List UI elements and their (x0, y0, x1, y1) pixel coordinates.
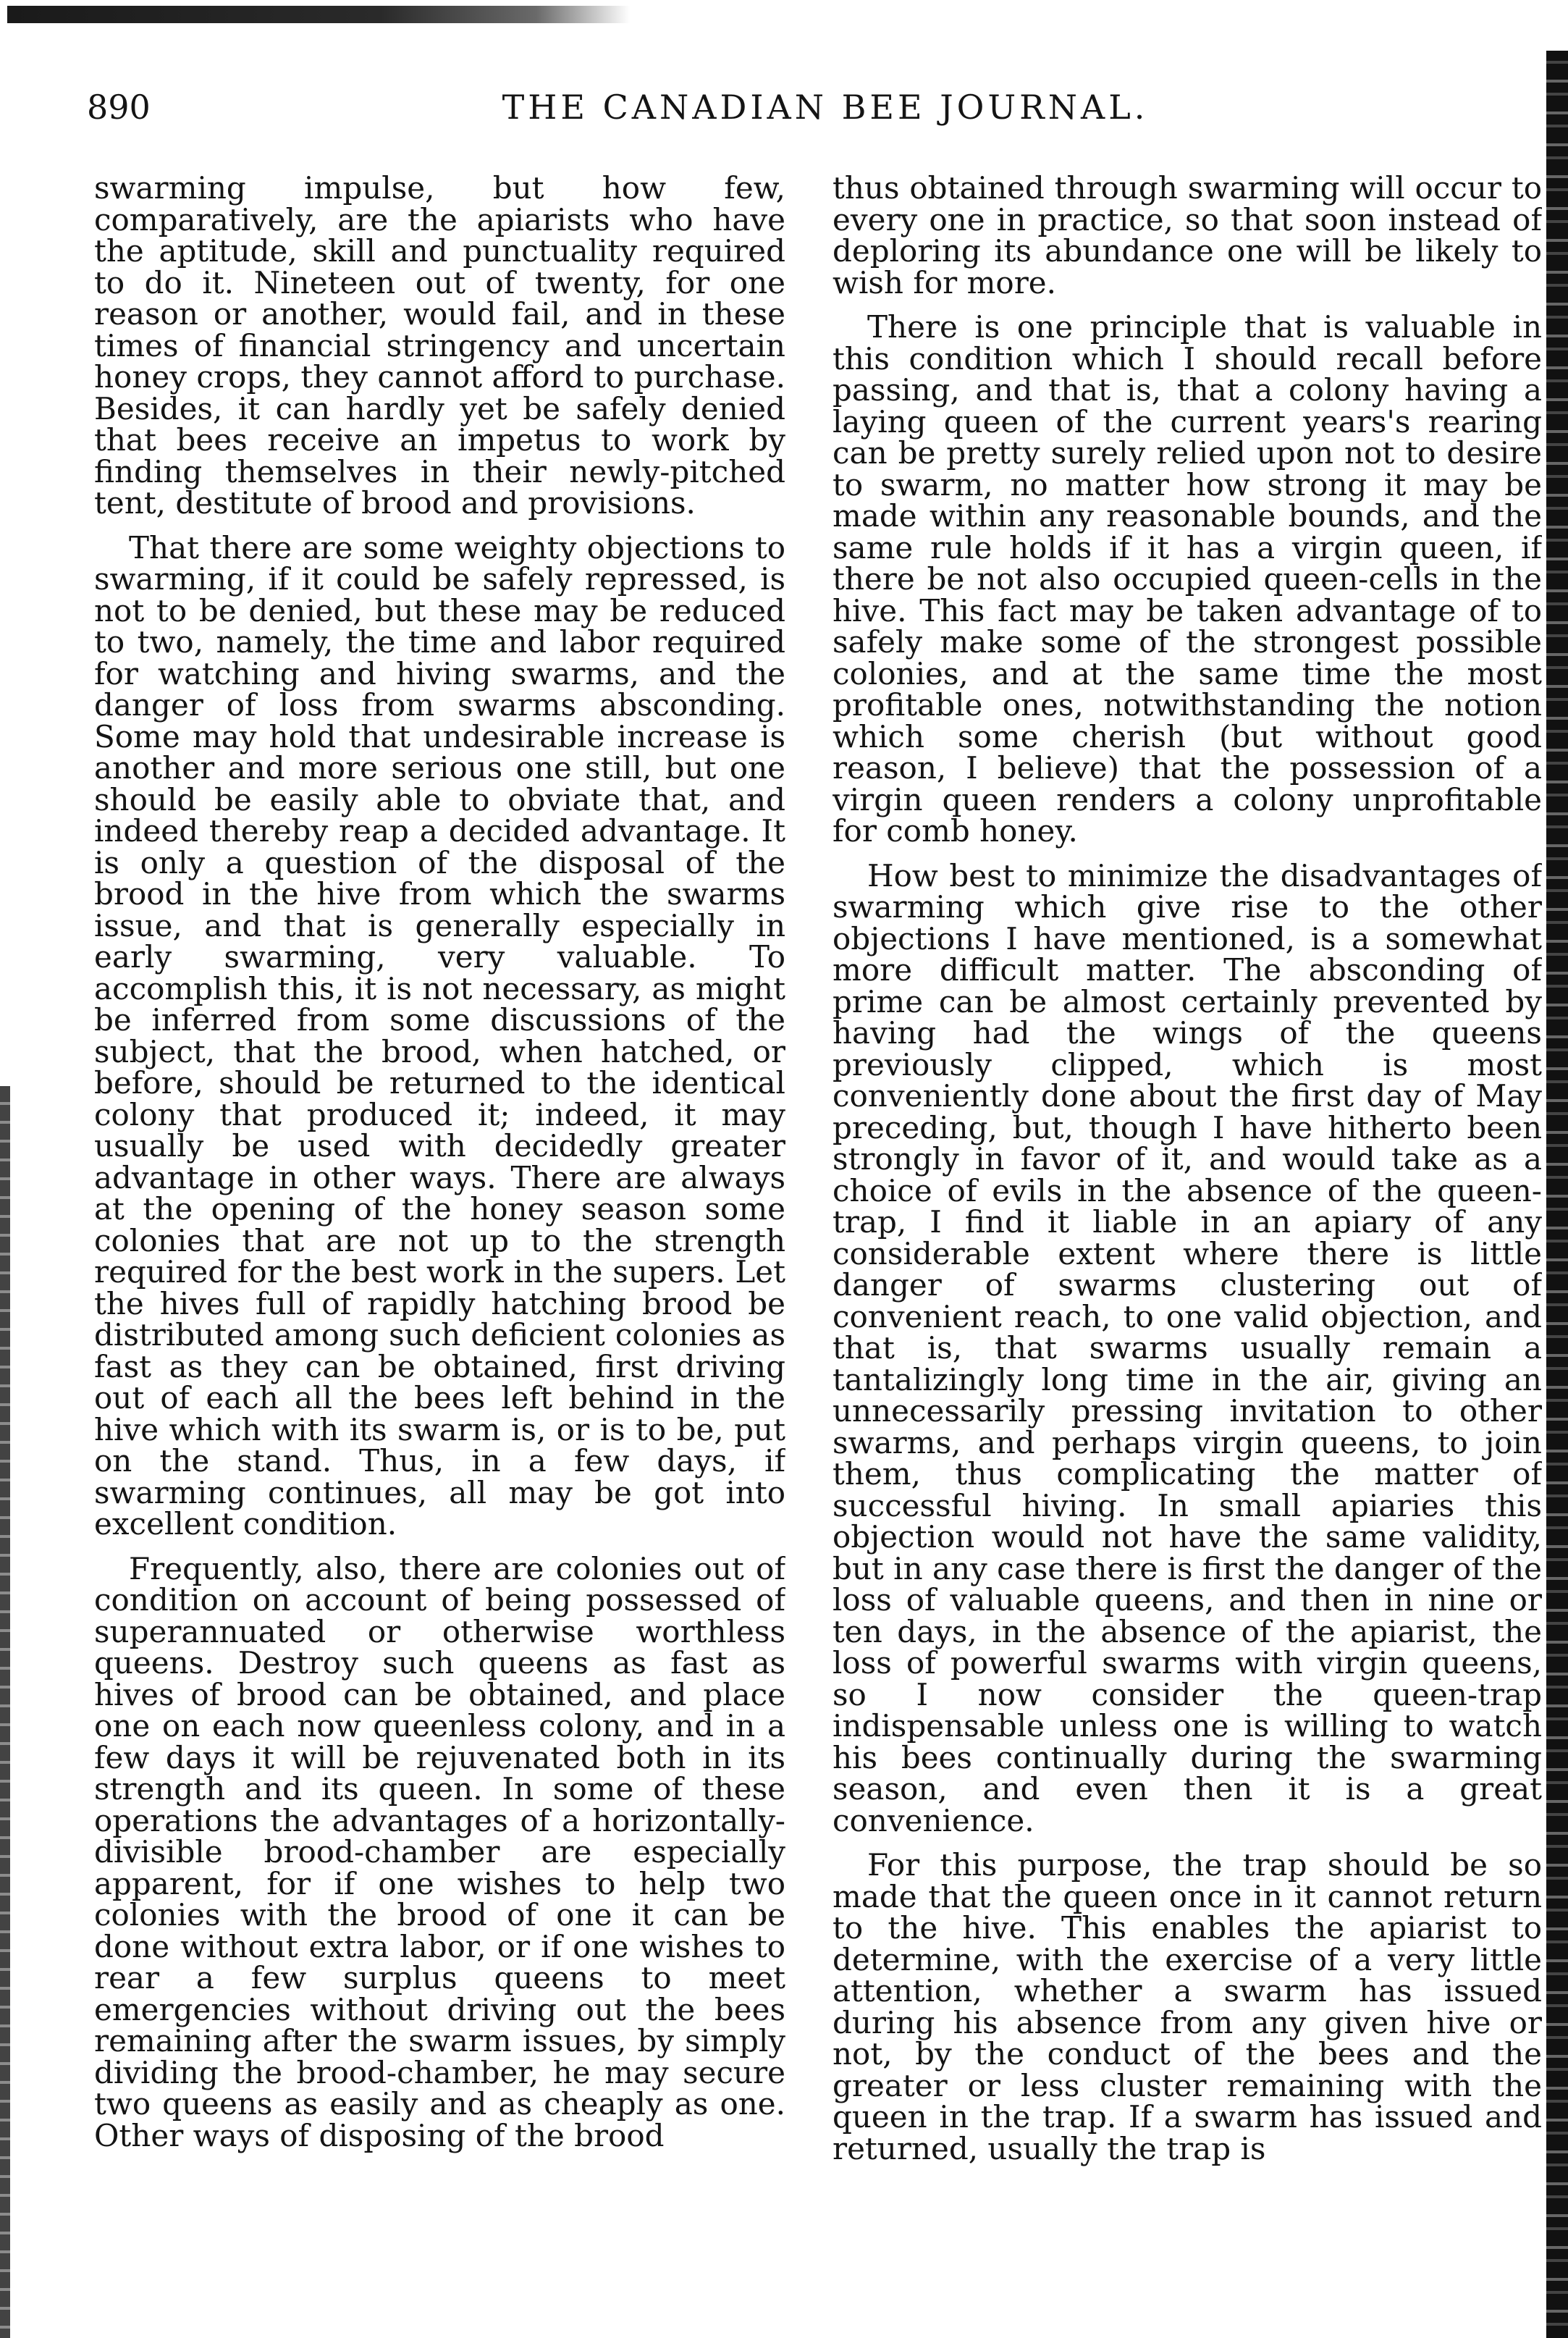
left-scan-edge (0, 1086, 10, 2338)
left-column (94, 172, 785, 2316)
paragraph: For this purpose, the trap should be so made that the queen once in it cannot return to the hive. This enables the apiarist to determine, with the exercise of a very little attention, whether a swarm has issued during his absence from any given hive or not, by the conduct of the bees and the greater or less cluster remaining with the queen in the trap. If a swarm has issued and returned, usually the trap is (833, 1847, 1542, 2166)
page-header (0, 85, 1568, 129)
page-number: 890 (87, 88, 151, 127)
right-column (833, 172, 1542, 2316)
paragraph: thus obtained through swarming will occur to every one in practice, so that soon instead of deploring its abundance one will be likely to wish for more. (833, 172, 1542, 300)
running-title: THE CANADIAN BEE JOURNAL. (502, 88, 1149, 127)
paragraph: There is one principle that is valuable in this condition which I should recall before passing, and that is, that a colony having a laying queen of the current years's rearing can be pretty surely relied upon not to desire to swarm, no matter how strong it may be made within any reasonable bounds, and the same rule holds if it has a virgin queen, if there be not also occupied queen-cells in the hive. This fact may be taken advantage of to safely make some of the strongest possible colonies, and at the same time the most profitable ones, notwithstanding the notion which some cherish (but without good reason, I believe) that the possession of a virgin queen renders a colony unprofitable for comb honey. (833, 309, 1542, 849)
top-printed-rule (7, 6, 630, 23)
paragraph: swarming impulse, but how few, comparatively, are the apiarists who have the aptitude, skill and punctuality required to do it. Nineteen out of twenty, for one reason or another, would fail, and in these times of financial stringency and uncertain honey crops, they cannot afford to purchase. Besides, it can hardly yet be safely denied that bees receive an impetus to work by finding themselves in their newly-pitched tent, destitute of brood and provisions. (94, 172, 785, 521)
paragraph: How best to minimize the disadvantages of swarming which give rise to the other objections I have mentioned, is a somewhat more difficult matter. The absconding of prime can be almost certainly prevented by having had the wings of the queens previously clipped, which is most conveniently done about the first day of May preceding, but, though I have hitherto been strongly in favor of it, and would take as a choice of evils in the absence of the queen-trap, I find it liable in an apiary of any considerable extent where there is little danger of swarms clustering out of convenient reach, to one valid objection, and that is, that swarms usually remain a tantalizingly long time in the air, giving an unnecessarily pressing invitation to other swarms, and perhaps virgin queens, to join them, thus complicating the matter of successful hiving. In small apiaries this objection would not have the same validity, but in any case there is first the danger of the loss of valuable queens, and then in nine or ten days, in the absence of the apiarist, the loss of powerful swarms with virgin queens, so I now consider the queen-trap indispensable unless one is willing to watch his bees continually during the swarming season, and even then it is a great convenience. (833, 857, 1542, 1838)
paragraph: That there are some weighty objections to swarming, if it could be safely repressed, is not to be denied, but these may be reduced to two, namely, the time and labor required for watching and hiving swarms, and the danger of loss from swarms absconding. Some may hold that undesirable increase is another and more serious one still, but one should be easily able to obviate that, and indeed thereby reap a decided advantage. It is only a question of the disposal of the brood in the hive from which the swarms issue, and that is generally especially in early swarming, very valuable. To accomplish this, it is not necessary, as might be inferred from some discussions of the subject, that the brood, when hatched, or before, should be returned to the identical colony that produced it; indeed, it may usually be used with decidedly greater advantage in other ways. There are always at the opening of the honey season some colonies that are not up to the strength required for the best work in the supers. Let the hives full of rapidly hatching brood be distributed among such deficient colonies as fast as they can be obtained, first driving out of each all the bees left behind in the hive which with its swarm is, or is to be, put on the stand. Thus, in a few days, if swarming continues, all may be got into excellent condition. (94, 529, 785, 1542)
right-scan-edge (1546, 51, 1568, 2338)
paragraph: Frequently, also, there are colonies out of condition on account of being possessed of superannuated or otherwise worthless queens. Destroy such queens as fast as hives of brood can be obtained, and place one on each now queenless colony, and in a few days it will be rejuvenated both in its strength and its queen. In some of these operations the advantages of a horizontally-divisible brood-chamber are especially apparent, for if one wishes to help two colonies with the brood of one it can be done without extra labor, or if one wishes to rear a few surplus queens to meet emergencies without driving out the bees remaining after the swarm issues, by simply dividing the brood-chamber, he may secure two queens as easily and as cheaply as one. Other ways of disposing of the brood (94, 1550, 785, 2153)
